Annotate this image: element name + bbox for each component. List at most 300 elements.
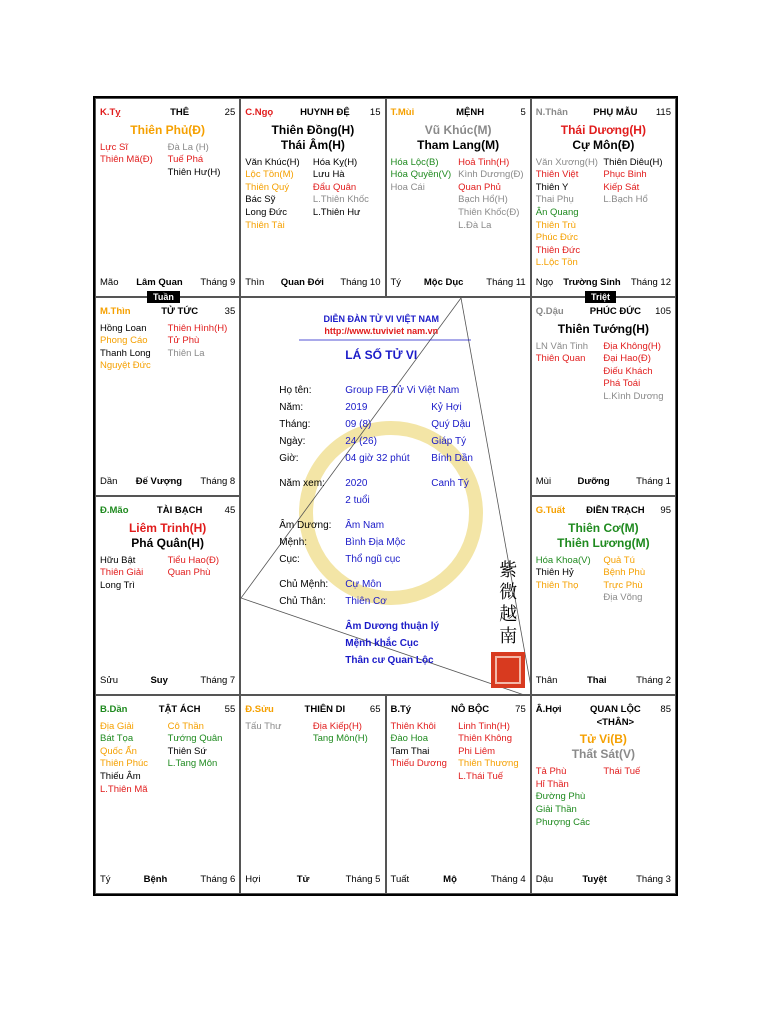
palace-name: HUYNH ĐỆ [300, 107, 350, 118]
stars-right [168, 555, 236, 593]
palace-footer [100, 675, 235, 688]
minor-star: Điếu Khách [603, 365, 653, 377]
minor-star: Thiếu Âm [100, 770, 141, 782]
month-label: Tháng 7 [200, 675, 236, 687]
palace-code: G.Tuất [535, 505, 566, 516]
minor-star: Linh Tinh(H) [458, 720, 510, 732]
life-stage: Đế Vượng [135, 476, 183, 488]
info-canchi: Quý Dậu [431, 419, 471, 430]
major-star: Thất Sát(V) [571, 747, 636, 762]
life-stage: Quan Đới [280, 277, 324, 289]
palace-code: K.Tỵ [100, 107, 121, 118]
major-star: Cự Môn(Đ) [572, 137, 635, 152]
minor-stars [532, 762, 675, 829]
red-seal-stamp [491, 652, 525, 688]
minor-star: Địa Không(H) [603, 340, 661, 352]
note-line: Mệnh khắc Cục [345, 638, 419, 649]
month-label: Tháng 4 [490, 874, 526, 886]
palace-suu [240, 695, 385, 894]
stars-right [168, 721, 236, 797]
info-value: 2020 [345, 478, 368, 489]
minor-star: Thiếu Dương [390, 758, 447, 770]
minor-star: Long Đức [245, 206, 287, 218]
minor-star: L.Bạch Hổ [603, 194, 648, 206]
major-stars [241, 123, 384, 153]
minor-star: Hỉ Thần [535, 778, 569, 790]
stars-right [458, 721, 526, 784]
info-age: 2 tuổi [345, 495, 370, 506]
palace-header [96, 99, 239, 120]
palace-code: T.Mùi [390, 107, 415, 118]
palace-code: M.Thìn [100, 306, 131, 317]
minor-star: Hoả Tinh(H) [458, 156, 510, 168]
stars-left [100, 142, 168, 180]
info-label: Giờ: [279, 453, 299, 464]
minor-star: Phi Liêm [458, 745, 496, 757]
minor-star: Phong Cáo [100, 335, 148, 347]
palace-footer [100, 874, 235, 887]
stars-left [100, 721, 168, 797]
palace-footer [536, 874, 671, 887]
minor-star: Quả Tú [603, 554, 635, 566]
minor-star: Quan Phủ [458, 181, 501, 193]
minor-star: L.Thiên Khốc [312, 194, 369, 206]
minor-star: Tam Thai [390, 745, 430, 757]
minor-star: Thiên Mã(Đ) [100, 154, 153, 166]
month-label: Tháng 12 [630, 277, 671, 289]
palace-footer [245, 277, 380, 290]
palace-age: 65 [369, 704, 381, 715]
minor-star: Lộc Tồn(M) [245, 169, 294, 181]
minor-star: Phục Binh [603, 169, 647, 181]
minor-star: Thiên Việt [535, 169, 579, 181]
palace-thin [95, 297, 240, 496]
minor-star: Lưu Hà [312, 169, 345, 181]
minor-star: Phá Toái [603, 378, 641, 390]
branch-label: Dần [100, 476, 118, 488]
stars-right [168, 142, 236, 180]
info-value: 04 giờ 32 phút [345, 453, 410, 464]
minor-star: L.Kình Dương [603, 390, 664, 402]
info-value: Âm Nam [345, 520, 385, 531]
branch-label: Dậu [535, 874, 554, 886]
palace-footer [391, 874, 526, 887]
minor-star: Tiểu Hao(Đ) [167, 554, 220, 566]
info-canchi: Bính Dần [431, 453, 473, 464]
life-stage: Tử [296, 874, 310, 886]
minor-star: Hữu Bật [100, 554, 136, 566]
minor-stars [387, 153, 530, 233]
minor-star: Thiên La [167, 347, 205, 359]
minor-star: Thiên Hư(H) [167, 166, 221, 178]
palace-header [532, 99, 675, 120]
minor-star: Tấu Thư [245, 720, 282, 732]
month-label: Tháng 9 [200, 277, 236, 289]
info-value: Thổ ngũ cục [345, 554, 401, 565]
site-title: DIỄN ĐÀN TỬ VI VIỆT NAM [323, 314, 439, 324]
stars-left [536, 555, 604, 605]
palace-code: Â.Hợi [535, 704, 562, 715]
site-url: http://www.tuviviet nam.vn [324, 326, 439, 336]
minor-star: Địa Giải [100, 720, 134, 732]
info-label: Tháng: [279, 419, 311, 430]
month-label: Tháng 6 [200, 874, 236, 886]
minor-star: Phượng Các [535, 816, 591, 828]
palace-ty-ti [95, 98, 240, 297]
palace-footer [245, 874, 380, 887]
minor-star: Kình Dương(Đ) [458, 169, 524, 181]
note-line: Thân cư Quan Lộc [345, 655, 434, 666]
minor-star: Thái Tuế [603, 766, 641, 778]
minor-star: Thiên Quan [535, 353, 586, 365]
minor-star: LN Văn Tinh [535, 340, 589, 352]
month-label: Tháng 5 [345, 874, 381, 886]
minor-star: Thiên Đức [535, 244, 581, 256]
minor-star: Thiên Khốc(Đ) [458, 206, 520, 218]
palace-code: B.Dần [100, 704, 128, 715]
minor-star: Địa Võng [603, 592, 643, 604]
minor-star: Bạch Hổ(H) [458, 194, 508, 206]
major-stars [532, 521, 675, 551]
info-row [279, 534, 519, 551]
stars-right [313, 157, 381, 233]
palace-footer [100, 476, 235, 489]
palace-name: PHÚC ĐỨC [589, 306, 641, 317]
info-row [279, 593, 519, 610]
minor-star: Phúc Đức [535, 232, 579, 244]
palace-name: ĐIỀN TRẠCH [586, 505, 645, 516]
minor-star: Thiên Sứ [167, 745, 207, 757]
minor-star: Thai Phụ [535, 194, 574, 206]
palace-header [241, 696, 384, 717]
life-stage: Dưỡng [577, 476, 610, 488]
minor-star: Kiếp Sát [603, 181, 640, 193]
major-stars [532, 123, 675, 153]
stars-left [100, 555, 168, 593]
month-label: Tháng 2 [636, 675, 671, 687]
major-stars [532, 732, 675, 762]
info-row [279, 475, 519, 492]
minor-star: L.Tang Môn [167, 758, 218, 770]
palace-name: THÊ [170, 107, 190, 118]
minor-stars [96, 717, 239, 797]
birth-info [279, 382, 519, 669]
stars-right [313, 721, 381, 746]
palace-age: 5 [520, 107, 526, 118]
major-stars [532, 322, 675, 337]
major-star: Liêm Trinh(H) [128, 520, 207, 535]
info-value: 2019 [345, 402, 368, 413]
minor-star: Thiên Trù [535, 219, 576, 231]
info-row [279, 551, 519, 568]
minor-star: Bác Sỹ [245, 194, 276, 206]
palace-header [96, 696, 239, 717]
info-value: Bình Địa Mộc [345, 537, 406, 548]
minor-stars [532, 551, 675, 605]
major-star: Tử Vi(B) [579, 732, 627, 747]
info-label: Năm: [279, 402, 304, 413]
stars-left [245, 721, 313, 746]
palace-tuat [531, 496, 676, 695]
palace-name: TẬT ÁCH [158, 704, 201, 715]
minor-star: Thiên Diêu(H) [603, 156, 663, 168]
major-star: Phá Quân(H) [131, 535, 204, 550]
month-label: Tháng 1 [636, 476, 671, 488]
minor-star: Trực Phù [603, 579, 643, 591]
palace-header [387, 99, 530, 120]
major-star: Thiên Phủ(Đ) [130, 122, 205, 137]
palace-header [532, 497, 675, 518]
stars-left [536, 157, 604, 270]
minor-star: Quốc Ấn [100, 745, 137, 757]
major-star: Thiên Lương(M) [557, 535, 650, 550]
minor-stars [96, 551, 239, 593]
minor-star: Địa Kiếp(H) [312, 720, 362, 732]
info-value: Cự Môn [345, 579, 382, 590]
life-stage: Tuyệt [582, 874, 607, 886]
life-stage: Mộc Dục [423, 277, 464, 289]
month-label: Tháng 3 [636, 874, 671, 886]
minor-stars [532, 153, 675, 270]
minor-star: Thiên Y [535, 181, 569, 193]
minor-star: L.Thiên Hư [312, 206, 361, 218]
info-label: Năm xem: [279, 478, 325, 489]
info-label: Cục: [279, 554, 300, 565]
branch-label: Tuất [390, 874, 410, 886]
minor-star: Hóa Lộc(B) [390, 156, 439, 168]
major-star: Tham Lang(M) [417, 137, 500, 152]
info-label: Chủ Thân: [279, 596, 326, 607]
minor-star: Long Trì [100, 579, 135, 591]
minor-star: Thiên Quý [245, 181, 290, 193]
minor-star: Quan Phù [167, 567, 211, 579]
major-stars [96, 123, 239, 138]
minor-star: Tướng Quân [167, 733, 223, 745]
info-canchi: Canh Tý [431, 478, 469, 489]
palace-code: Q.Dậu [535, 306, 564, 317]
info-row [279, 399, 519, 416]
stars-right [603, 341, 671, 404]
minor-stars [241, 717, 384, 746]
stars-left [100, 323, 168, 373]
branch-label: Sửu [100, 675, 118, 687]
minor-stars [387, 717, 530, 784]
stars-right [603, 766, 671, 829]
branch-label: Thân [535, 675, 558, 687]
palace-age: 95 [660, 505, 671, 516]
palace-mao [95, 496, 240, 695]
minor-star: Giải Thần [535, 803, 577, 815]
minor-star: Đào Hoa [390, 733, 428, 745]
minor-star: Thiên Không [458, 733, 512, 745]
chart-title: LÁ SỐ TỬ VI [345, 348, 418, 362]
info-label: Ngày: [279, 436, 306, 447]
minor-star: Thanh Long [100, 347, 151, 359]
branch-label: Hợi [245, 874, 261, 886]
minor-star: Hồng Loan [100, 322, 147, 334]
minor-star: Tuế Phá [167, 154, 204, 166]
triet-marker: Triệt [585, 291, 616, 303]
palace-age: 15 [369, 107, 381, 118]
minor-star: Đường Phù [535, 791, 586, 803]
stars-left [536, 766, 604, 829]
minor-star: Lực Sĩ [100, 141, 129, 153]
major-star: Thái Dương(H) [560, 122, 646, 137]
branch-label: Mùi [535, 476, 552, 488]
info-label: Âm Dương: [279, 520, 332, 531]
major-stars [387, 123, 530, 153]
info-row [279, 382, 519, 399]
minor-star: L.Đà La [458, 219, 492, 231]
minor-star: L.Thiên Mã [100, 783, 148, 795]
life-stage: Thai [587, 675, 607, 687]
minor-stars [241, 153, 384, 233]
minor-star: Tả Phù [535, 766, 567, 778]
palace-footer [536, 476, 671, 489]
palace-code: Đ.Sửu [245, 704, 274, 715]
info-row [279, 433, 519, 450]
palace-footer [391, 277, 526, 290]
minor-star: Hóa Kỵ(H) [312, 156, 358, 168]
minor-star: Văn Xương(H) [535, 156, 598, 168]
palace-than [531, 98, 676, 297]
minor-star: Hóa Quyền(V) [390, 169, 452, 181]
palace-name: PHỤ MẪU [593, 107, 638, 118]
life-stage: Mộ [443, 874, 457, 886]
info-value: Group FB Tử Vi Việt Nam [345, 385, 460, 396]
minor-star: Hoa Cái [390, 181, 425, 193]
stars-right [168, 323, 236, 373]
minor-star: Nguyệt Đức [100, 360, 151, 372]
minor-star: Thiên Hỷ [535, 567, 574, 579]
tuan-marker: Tuần [147, 291, 180, 303]
palace-name: TÀI BẠCH [156, 505, 203, 516]
major-star: Thiên Đồng(H) [271, 122, 355, 137]
palace-header [387, 696, 530, 717]
palace-footer [536, 675, 671, 688]
branch-label: Ngọ [535, 277, 554, 289]
minor-star: Tang Môn(H) [312, 733, 368, 745]
notes [279, 618, 519, 669]
palace-grid [95, 98, 676, 894]
minor-star: Đẩu Quân [312, 181, 357, 193]
minor-star: Bát Tọa [100, 733, 134, 745]
palace-dan [95, 695, 240, 894]
minor-star: Thiên Thương [458, 758, 519, 770]
info-canchi: Kỷ Hợi [431, 402, 462, 413]
palace-ngo [240, 98, 385, 297]
palace-age: 25 [224, 107, 236, 118]
minor-stars [96, 138, 239, 180]
stars-right [603, 555, 671, 605]
info-row [279, 492, 519, 509]
minor-star: Thiên Hình(H) [167, 322, 228, 334]
palace-age: 55 [224, 704, 236, 715]
major-star: Vũ Khúc(M) [424, 122, 492, 137]
minor-star: Ân Quang [535, 206, 579, 218]
stars-left [245, 157, 313, 233]
branch-label: Thìn [245, 277, 265, 289]
minor-star: Thiên Khôi [390, 720, 436, 732]
info-row [279, 517, 519, 534]
info-row [279, 450, 519, 467]
palace-age: 75 [515, 704, 526, 715]
major-star: Thái Âm(H) [280, 137, 345, 152]
palace-header [96, 497, 239, 518]
info-row [279, 576, 519, 593]
palace-code: B.Tý [390, 704, 412, 715]
minor-star: Đà La (H) [167, 141, 209, 153]
info-canchi: Giáp Tý [431, 436, 467, 447]
stars-left [391, 721, 459, 784]
branch-label: Tý [390, 277, 402, 289]
palace-header [241, 99, 384, 120]
info-value: 24 (26) [345, 436, 377, 447]
minor-star: Thiên Giải [100, 567, 144, 579]
branch-label: Tý [100, 874, 111, 886]
stars-right [458, 157, 526, 233]
stars-right [603, 157, 671, 270]
palace-age: 35 [224, 306, 236, 317]
stars-left [391, 157, 459, 233]
palace-dau [531, 297, 676, 496]
palace-name: THIÊN DI [304, 704, 346, 715]
palace-code: C.Ngọ [245, 107, 274, 118]
minor-star: Văn Khúc(H) [245, 156, 300, 168]
minor-star: Cô Thần [167, 720, 204, 732]
palace-footer [100, 277, 235, 290]
month-label: Tháng 10 [340, 277, 381, 289]
month-label: Tháng 11 [486, 277, 526, 289]
palace-age: 45 [224, 505, 236, 516]
minor-star: Đại Hao(Đ) [603, 353, 651, 365]
palace-name: QUAN LỘC <THÂN> [590, 704, 641, 728]
tu-vi-chart [93, 96, 678, 896]
palace-name: TỬ TỨC [161, 306, 199, 317]
minor-stars [532, 337, 675, 404]
life-stage: Suy [150, 675, 168, 687]
minor-star: Tử Phù [167, 335, 200, 347]
palace-header [532, 696, 675, 729]
minor-star: Hóa Khoa(V) [535, 554, 591, 566]
major-stars [96, 521, 239, 551]
palace-code: N.Thân [535, 107, 568, 118]
palace-code: Đ.Mão [100, 505, 129, 516]
info-label: Mệnh: [279, 537, 308, 548]
minor-star: Thiên Tài [245, 219, 285, 231]
life-stage: Bệnh [143, 874, 168, 886]
info-label: Họ tên: [279, 385, 312, 396]
major-star: Thiên Tướng(H) [557, 321, 649, 336]
calligraphy-text: 紫微越南 [499, 560, 518, 647]
info-value: 09 (8) [345, 419, 372, 430]
center-panel [240, 297, 531, 695]
palace-mui [386, 98, 531, 297]
info-label: Chủ Mệnh: [279, 579, 329, 590]
palace-hoi [531, 695, 676, 894]
palace-age: 85 [660, 704, 671, 715]
note-line: Âm Dương thuận lý [345, 621, 440, 632]
stars-left [536, 341, 604, 404]
minor-star: L.Lộc Tồn [535, 257, 578, 269]
minor-star: Bệnh Phù [603, 567, 646, 579]
month-label: Tháng 8 [200, 476, 236, 488]
palace-ty-rat [386, 695, 531, 894]
minor-star: Thiên Phúc [100, 758, 149, 770]
palace-name: NÔ BỘC [451, 704, 490, 715]
info-value: Thiên Cơ [345, 596, 387, 607]
minor-star: Thiên Thọ [535, 579, 579, 591]
